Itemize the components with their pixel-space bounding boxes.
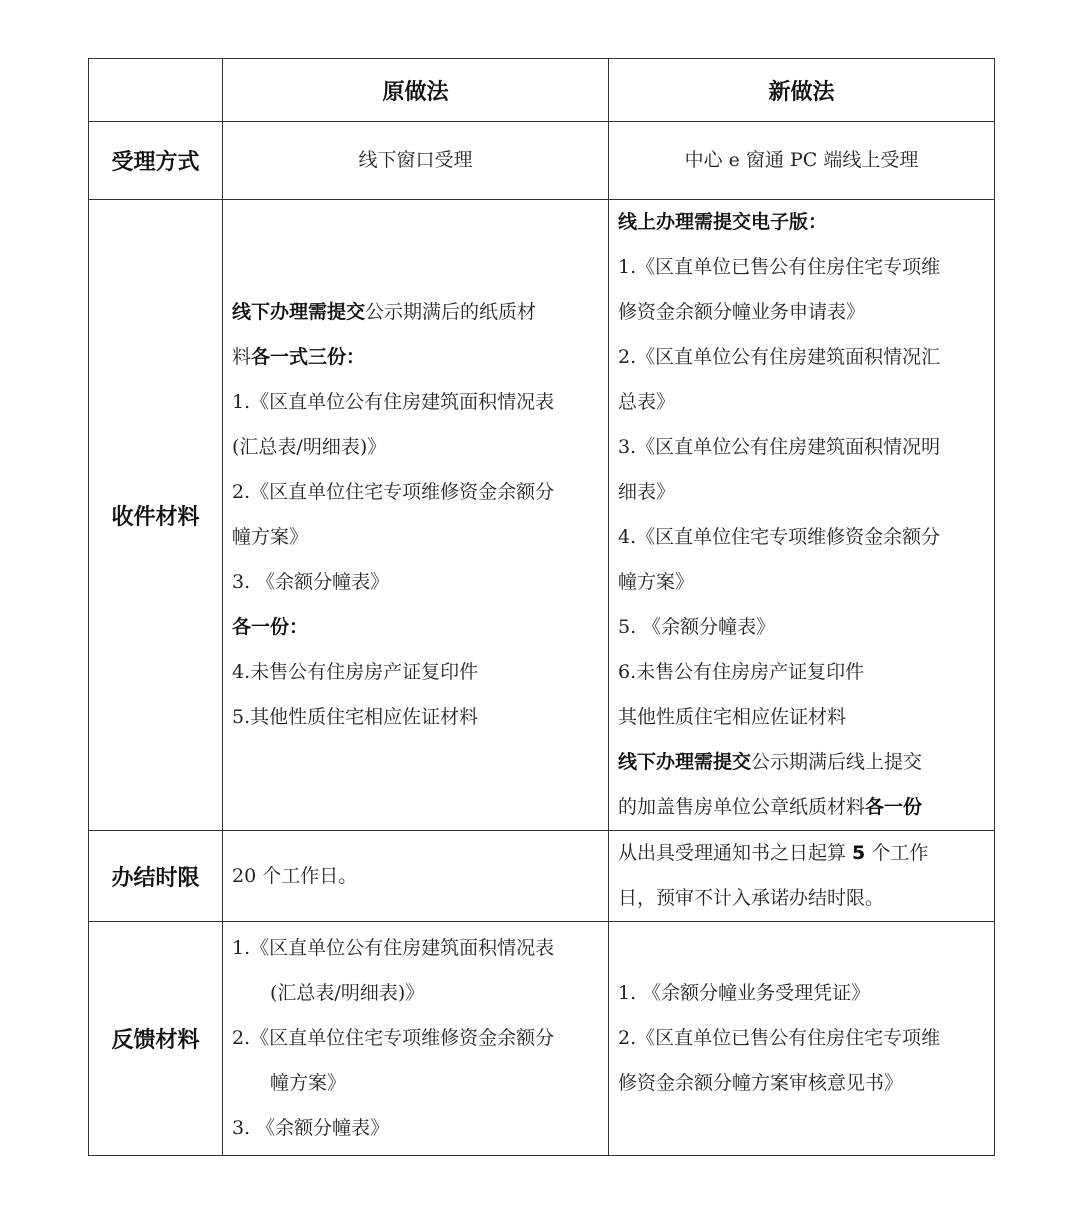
- corner-cell: [89, 59, 223, 122]
- materials-new-item-7: 其他性质住宅相应佐证材料: [618, 706, 847, 728]
- feedback-old-item-3: 3. 《余额分幢表》: [232, 1117, 390, 1139]
- header-row: [89, 59, 995, 122]
- materials-new-item-1b: 修资金余额分幢业务申请表》: [618, 301, 866, 323]
- feedback-new-item-2a: 2.《区直单位已售公有住房住宅专项维: [618, 1027, 941, 1049]
- materials-new-offline-2: 的加盖售房单位公章纸质材料各一份: [618, 796, 923, 818]
- materials-old-item-4: 4.未售公有住房房产证复印件: [232, 661, 479, 683]
- materials-old-each-one: 各一份：: [232, 616, 309, 638]
- materials-old-intro: 线下办理需提交公示期满后的纸质材: [232, 301, 537, 323]
- time-limit-new-a: 从出具受理通知书之日起算 5 个工作: [618, 842, 929, 864]
- label-time-limit: 办结时限: [89, 831, 223, 922]
- materials-old-item-2b: 幢方案》: [232, 526, 309, 548]
- materials-new-item-6: 6.未售公有住房房产证复印件: [618, 661, 865, 683]
- materials-new-item-3b: 细表》: [618, 481, 676, 503]
- row-acceptance: [89, 122, 995, 200]
- header-old-method: 原做法: [223, 59, 609, 122]
- label-acceptance: 受理方式: [89, 122, 223, 200]
- row-materials: [89, 200, 995, 831]
- acceptance-old: 线下窗口受理: [223, 122, 609, 200]
- time-limit-new-b: 日，预审不计入承诺办结时限。: [618, 887, 885, 909]
- materials-old-item-1b: (汇总表/明细表)》: [232, 436, 387, 458]
- comparison-table: [88, 58, 995, 1156]
- materials-new: [609, 200, 995, 831]
- label-feedback: 反馈材料: [89, 922, 223, 1156]
- materials-new-intro: 线上办理需提交电子版：: [618, 211, 828, 233]
- materials-new-item-2a: 2.《区直单位公有住房建筑面积情况汇: [618, 346, 941, 368]
- feedback-old: [223, 922, 609, 1156]
- materials-old-item-3: 3. 《余额分幢表》: [232, 571, 390, 593]
- materials-old-item-1a: 1.《区直单位公有住房建筑面积情况表: [232, 391, 555, 413]
- materials-old-intro-2: 料各一式三份：: [232, 346, 366, 368]
- materials-old-item-2a: 2.《区直单位住宅专项维修资金余额分: [232, 481, 555, 503]
- materials-new-item-3a: 3.《区直单位公有住房建筑面积情况明: [618, 436, 941, 458]
- materials-new-item-4a: 4.《区直单位住宅专项维修资金余额分: [618, 526, 941, 548]
- feedback-old-item-2b: 幢方案》: [270, 1072, 347, 1094]
- materials-new-item-5: 5. 《余额分幢表》: [618, 616, 776, 638]
- feedback-new-item-2b: 修资金余额分幢方案审核意见书》: [618, 1072, 904, 1094]
- materials-old-item-5: 5.其他性质住宅相应佐证材料: [232, 706, 479, 728]
- time-limit-new: [609, 831, 995, 922]
- row-time-limit: [89, 831, 995, 922]
- feedback-old-item-1b: (汇总表/明细表)》: [270, 982, 425, 1004]
- label-materials: 收件材料: [89, 200, 223, 831]
- acceptance-new: 中心 e 窗通 PC 端线上受理: [609, 122, 995, 200]
- feedback-new: [609, 922, 995, 1156]
- feedback-old-item-2a: 2.《区直单位住宅专项维修资金余额分: [232, 1027, 555, 1049]
- materials-old: [223, 200, 609, 831]
- materials-new-item-4b: 幢方案》: [618, 571, 695, 593]
- time-limit-old: 20 个工作日。: [223, 831, 609, 922]
- feedback-new-item-1: 1. 《余额分幢业务受理凭证》: [618, 982, 871, 1004]
- materials-new-item-1a: 1.《区直单位已售公有住房住宅专项维: [618, 256, 941, 278]
- row-feedback: [89, 922, 995, 1156]
- materials-new-item-2b: 总表》: [618, 391, 676, 413]
- materials-new-offline: 线下办理需提交公示期满后线上提交: [618, 751, 923, 773]
- feedback-old-item-1a: 1.《区直单位公有住房建筑面积情况表: [232, 937, 555, 959]
- header-new-method: 新做法: [609, 59, 995, 122]
